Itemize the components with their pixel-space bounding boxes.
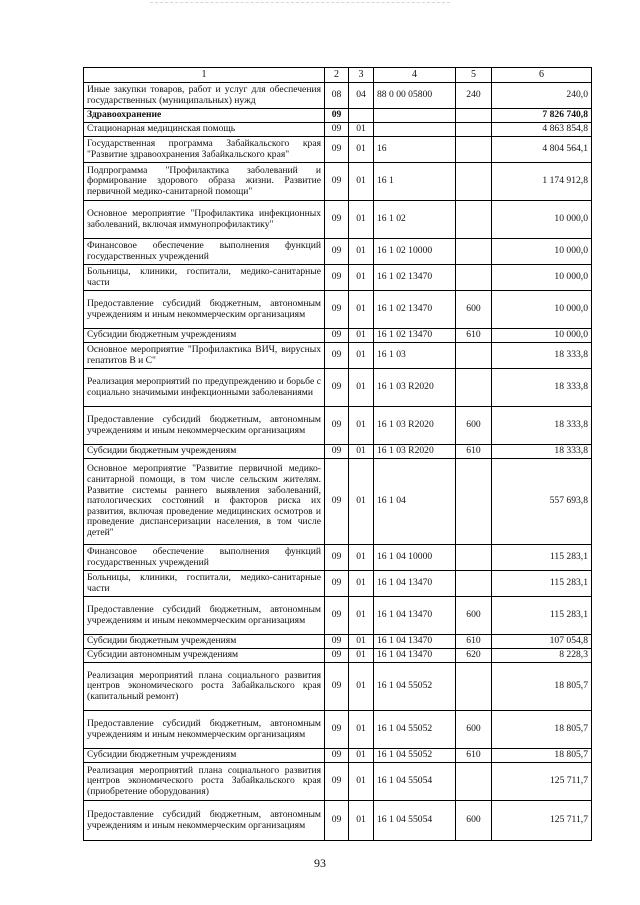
subsection-code-cell: 01: [349, 291, 374, 329]
target-article-cell: 16 1 04 55052: [374, 663, 456, 711]
subsection-code-cell: 01: [349, 137, 374, 163]
subsection-code-cell: 01: [349, 407, 374, 445]
row-name-cell: Субсидии бюджетным учреждениям: [84, 445, 325, 459]
expense-type-cell: 610: [456, 749, 492, 763]
amount-cell: 4 804 564,1: [492, 137, 592, 163]
expense-type-cell: 620: [456, 649, 492, 663]
amount-cell: 125 711,7: [492, 763, 592, 801]
section-code-cell: 09: [325, 801, 349, 841]
expense-type-cell: 600: [456, 801, 492, 841]
expense-type-cell: [456, 343, 492, 369]
table-row: [84, 597, 592, 635]
target-article-cell: 16 1 04 10000: [374, 545, 456, 571]
expense-type-cell: 240: [456, 83, 492, 109]
subsection-code-cell: 01: [349, 459, 374, 545]
header-cell: 2: [325, 68, 349, 83]
subsection-code-cell: 01: [349, 201, 374, 239]
expense-type-cell: [456, 137, 492, 163]
subsection-code-cell: 01: [349, 123, 374, 137]
amount-cell: 18 805,7: [492, 663, 592, 711]
expense-type-cell: 600: [456, 291, 492, 329]
table-row: [84, 291, 592, 329]
amount-cell: 10 000,0: [492, 265, 592, 291]
table-row: [84, 163, 592, 201]
page-number: 93: [314, 856, 326, 870]
amount-cell: 10 000,0: [492, 329, 592, 343]
table-row: [84, 749, 592, 763]
target-article-cell: 16 1 03 R2020: [374, 407, 456, 445]
table-row: [84, 801, 592, 841]
row-name-cell: Предоставление субсидий бюджетным, автономным учреждениям и иным некоммерческим организациям: [84, 407, 325, 445]
subsection-code-cell: 01: [349, 265, 374, 291]
section-code-cell: 09: [325, 265, 349, 291]
table-row: [84, 635, 592, 649]
subsection-code-cell: 01: [349, 663, 374, 711]
target-article-cell: 16 1 04 13470: [374, 635, 456, 649]
expense-type-cell: 610: [456, 329, 492, 343]
expense-type-cell: [456, 163, 492, 201]
row-name-cell: Государственная программа Забайкальского края "Развитие здравоохранения Забайкальского края": [84, 137, 325, 163]
subsection-code-cell: 01: [349, 445, 374, 459]
amount-cell: 18 333,8: [492, 343, 592, 369]
row-name-cell: Больницы, клиники, госпитали, медико-санитарные части: [84, 571, 325, 597]
table-row: [84, 201, 592, 239]
amount-cell: 10 000,0: [492, 239, 592, 265]
subsection-code-cell: 04: [349, 83, 374, 109]
expense-type-cell: [456, 571, 492, 597]
row-name-cell: Субсидии автономным учреждениям: [84, 649, 325, 663]
section-code-cell: 09: [325, 649, 349, 663]
expense-type-cell: [456, 123, 492, 137]
section-code-cell: 09: [325, 459, 349, 545]
section-code-cell: 09: [325, 597, 349, 635]
amount-cell: 4 863 854,8: [492, 123, 592, 137]
row-name-cell: Финансовое обеспечение выполнения функций государственных учреждений: [84, 545, 325, 571]
section-code-cell: 09: [325, 407, 349, 445]
subsection-code-cell: 01: [349, 635, 374, 649]
row-name-cell: Стационарная медицинская помощь: [84, 123, 325, 137]
subsection-code-cell: 01: [349, 801, 374, 841]
table-row: [84, 83, 592, 109]
section-code-cell: 09: [325, 445, 349, 459]
section-code-cell: 09: [325, 137, 349, 163]
table-row: [84, 407, 592, 445]
row-name-cell: Предоставление субсидий бюджетным, автономным учреждениям и иным некоммерческим организациям: [84, 291, 325, 329]
target-article-cell: 16 1 04 55052: [374, 749, 456, 763]
target-article-cell: [374, 109, 456, 123]
target-article-cell: 16 1: [374, 163, 456, 201]
header-cell: 5: [456, 68, 492, 83]
target-article-cell: 16 1 04 55054: [374, 801, 456, 841]
scan-artifact: [150, 2, 450, 6]
amount-cell: 125 711,7: [492, 801, 592, 841]
row-name-cell: Больницы, клиники, госпитали, медико-санитарные части: [84, 265, 325, 291]
row-name-cell: Реализация мероприятий по предупреждению и борьбе с социально значимыми инфекционными заболеваниями: [84, 369, 325, 407]
table-body: [84, 83, 592, 841]
target-article-cell: [374, 123, 456, 137]
target-article-cell: 16 1 04 13470: [374, 597, 456, 635]
header-cell: 3: [349, 68, 374, 83]
section-code-cell: 09: [325, 291, 349, 329]
expense-type-cell: [456, 369, 492, 407]
subsection-code-cell: 01: [349, 329, 374, 343]
amount-cell: 107 054,8: [492, 635, 592, 649]
table-row: [84, 239, 592, 265]
target-article-cell: 16 1 03: [374, 343, 456, 369]
row-name-cell: Реализация мероприятий плана социального развития центров экономического роста Забайкальского края (приобретение оборудования): [84, 763, 325, 801]
expense-type-cell: [456, 663, 492, 711]
section-code-cell: 09: [325, 239, 349, 265]
expense-type-cell: [456, 763, 492, 801]
table-row: [84, 369, 592, 407]
section-code-cell: 09: [325, 163, 349, 201]
row-name-cell: Основное мероприятие "Профилактика инфекционных заболеваний, включая иммунопрофилактику": [84, 201, 325, 239]
table-row: [84, 545, 592, 571]
table-row: [84, 329, 592, 343]
amount-cell: 557 693,8: [492, 459, 592, 545]
target-article-cell: 88 0 00 05800: [374, 83, 456, 109]
target-article-cell: 16 1 03 R2020: [374, 369, 456, 407]
row-name-cell: Предоставление субсидий бюджетным, автономным учреждениям и иным некоммерческим организациям: [84, 711, 325, 749]
row-name-cell: Основное мероприятие "Развитие первичной медико-санитарной помощи, в том числе сельским жителям. Развитие системы раннего выявления заболеваний, патологических состояний и факторов риска их развития, включая проведение медицинских осмотров и проведение диспансеризации населения, в том числе детей": [84, 459, 325, 545]
section-code-cell: 09: [325, 369, 349, 407]
table-row: [84, 571, 592, 597]
table-row: [84, 123, 592, 137]
row-name-cell: Субсидии бюджетным учреждениям: [84, 749, 325, 763]
amount-cell: 18 805,7: [492, 711, 592, 749]
target-article-cell: 16 1 04 55052: [374, 711, 456, 749]
expense-type-cell: 610: [456, 635, 492, 649]
subsection-code-cell: 01: [349, 649, 374, 663]
table-row: [84, 265, 592, 291]
subsection-code-cell: 01: [349, 163, 374, 201]
table-row: [84, 649, 592, 663]
expense-type-cell: 610: [456, 445, 492, 459]
table-row: [84, 445, 592, 459]
table-row: [84, 459, 592, 545]
section-code-cell: 09: [325, 201, 349, 239]
expense-type-cell: [456, 201, 492, 239]
header-cell: 4: [374, 68, 456, 83]
row-name-cell: Субсидии бюджетным учреждениям: [84, 329, 325, 343]
amount-cell: 18 805,7: [492, 749, 592, 763]
expense-type-cell: [456, 109, 492, 123]
row-name-cell: Здравоохранение: [84, 109, 325, 123]
amount-cell: 18 333,8: [492, 445, 592, 459]
row-name-cell: Иные закупки товаров, работ и услуг для обеспечения государственных (муниципальных) нужд: [84, 83, 325, 109]
table-row: [84, 109, 592, 123]
subsection-code-cell: 01: [349, 239, 374, 265]
target-article-cell: 16 1 02 10000: [374, 239, 456, 265]
amount-cell: 8 228,3: [492, 649, 592, 663]
target-article-cell: 16: [374, 137, 456, 163]
row-name-cell: Субсидии бюджетным учреждениям: [84, 635, 325, 649]
row-name-cell: Финансовое обеспечение выполнения функций государственных учреждений: [84, 239, 325, 265]
section-code-cell: 09: [325, 545, 349, 571]
section-code-cell: 09: [325, 749, 349, 763]
row-name-cell: Реализация мероприятий плана социального развития центров экономического роста Забайкальского края (капитальный ремонт): [84, 663, 325, 711]
section-code-cell: 09: [325, 109, 349, 123]
table-row: [84, 663, 592, 711]
row-name-cell: Основное мероприятие "Профилактика ВИЧ, вирусных гепатитов В и С": [84, 343, 325, 369]
section-code-cell: 08: [325, 83, 349, 109]
table-row: [84, 343, 592, 369]
target-article-cell: 16 1 04 13470: [374, 649, 456, 663]
section-code-cell: 09: [325, 711, 349, 749]
row-name-cell: Подпрограмма "Профилактика заболеваний и формирование здорового образа жизни. Развитие первичной медико-санитарной помощи": [84, 163, 325, 201]
amount-cell: 115 283,1: [492, 597, 592, 635]
expense-type-cell: [456, 239, 492, 265]
section-code-cell: 09: [325, 635, 349, 649]
amount-cell: 18 333,8: [492, 369, 592, 407]
table-row: [84, 711, 592, 749]
expense-type-cell: 600: [456, 407, 492, 445]
amount-cell: 1 174 912,8: [492, 163, 592, 201]
subsection-code-cell: 01: [349, 545, 374, 571]
section-code-cell: 09: [325, 763, 349, 801]
subsection-code-cell: 01: [349, 763, 374, 801]
target-article-cell: 16 1 02 13470: [374, 329, 456, 343]
target-article-cell: 16 1 04 13470: [374, 571, 456, 597]
section-code-cell: 09: [325, 343, 349, 369]
amount-cell: 10 000,0: [492, 201, 592, 239]
expense-type-cell: [456, 459, 492, 545]
subsection-code-cell: 01: [349, 597, 374, 635]
subsection-code-cell: 01: [349, 571, 374, 597]
subsection-code-cell: 01: [349, 343, 374, 369]
amount-cell: 115 283,1: [492, 545, 592, 571]
target-article-cell: 16 1 04: [374, 459, 456, 545]
subsection-code-cell: [349, 109, 374, 123]
subsection-code-cell: 01: [349, 749, 374, 763]
amount-cell: 7 826 740,8: [492, 109, 592, 123]
section-code-cell: 09: [325, 663, 349, 711]
amount-cell: 18 333,8: [492, 407, 592, 445]
expense-type-cell: [456, 265, 492, 291]
target-article-cell: 16 1 02 13470: [374, 265, 456, 291]
row-name-cell: Предоставление субсидий бюджетным, автономным учреждениям и иным некоммерческим организациям: [84, 801, 325, 841]
section-code-cell: 09: [325, 329, 349, 343]
section-code-cell: 09: [325, 571, 349, 597]
target-article-cell: 16 1 03 R2020: [374, 445, 456, 459]
target-article-cell: 16 1 04 55054: [374, 763, 456, 801]
expense-type-cell: [456, 545, 492, 571]
section-code-cell: 09: [325, 123, 349, 137]
expense-type-cell: 600: [456, 711, 492, 749]
expense-type-cell: 600: [456, 597, 492, 635]
header-cell: 6: [492, 68, 592, 83]
table-header-row: [84, 68, 592, 83]
subsection-code-cell: 01: [349, 711, 374, 749]
target-article-cell: 16 1 02 13470: [374, 291, 456, 329]
subsection-code-cell: 01: [349, 369, 374, 407]
table-row: [84, 137, 592, 163]
row-name-cell: Предоставление субсидий бюджетным, автономным учреждениям и иным некоммерческим организациям: [84, 597, 325, 635]
table-row: [84, 763, 592, 801]
target-article-cell: 16 1 02: [374, 201, 456, 239]
budget-table: [83, 67, 592, 841]
amount-cell: 10 000,0: [492, 291, 592, 329]
amount-cell: 115 283,1: [492, 571, 592, 597]
header-cell: 1: [84, 68, 325, 83]
amount-cell: 240,0: [492, 83, 592, 109]
